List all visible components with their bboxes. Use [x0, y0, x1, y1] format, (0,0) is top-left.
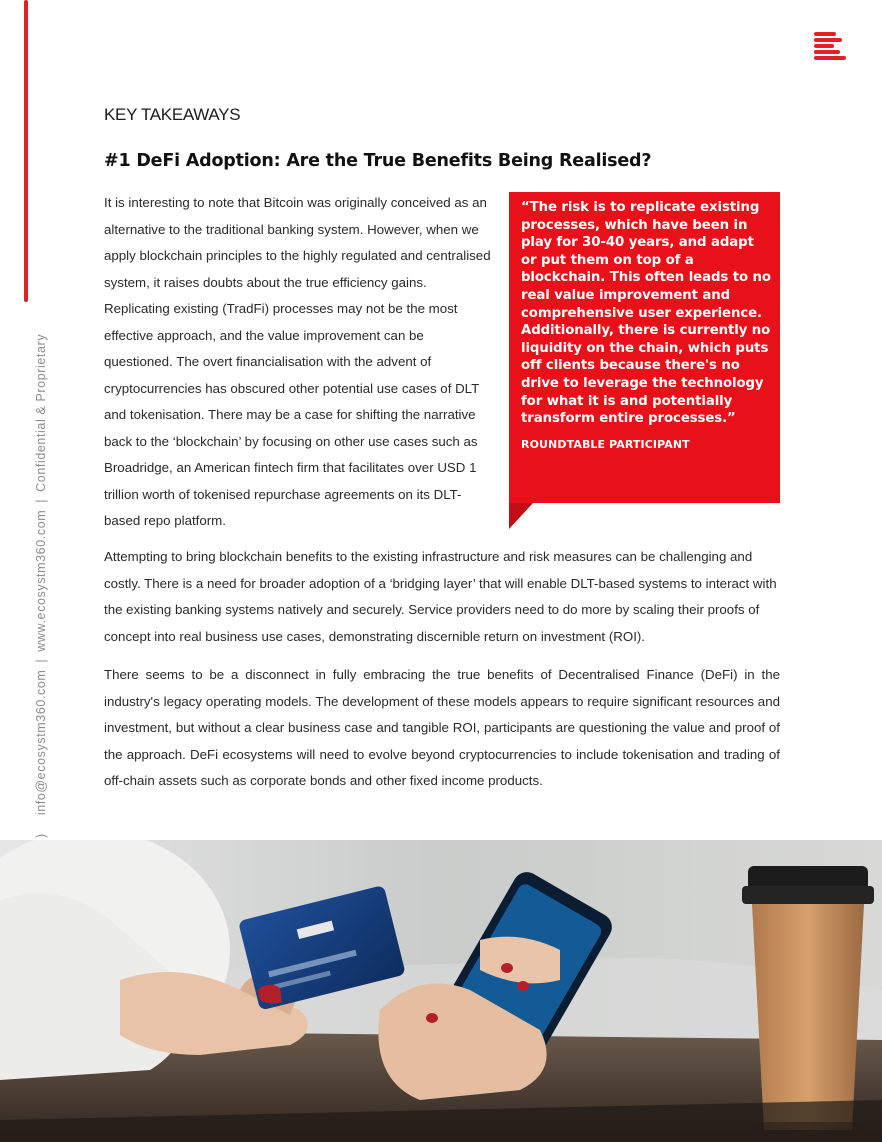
quote-attribution: ROUNDTABLE PARTICIPANT — [521, 437, 690, 451]
accent-rule — [24, 0, 28, 302]
sidebar-spacer — [34, 815, 48, 833]
sidebar-email[interactable]: info@ecosystm360.com — [34, 669, 48, 816]
ecosystm-logo-icon — [812, 32, 848, 66]
body-paragraph-3: There seems to be a disconnect in fully embracing the true benefits of Decentralised Finance (DeFi) in the industry's legacy operating models. The development of these models appears to require significant resources and investment, but without a clear business case and tangible ROI, participants are questioning the value and proof of the approach. DeFi ecosystems will need to evolve beyond cryptocurrencies to include tokenisation and trading of off-chain assets such as corporate bonds and other fixed income products. — [104, 667, 780, 788]
intro-paragraph: It is interesting to note that Bitcoin was originally conceived as an alternative to the traditional banking system. However, when we apply blockchain principles to the highly regulated and centralised system, it raises doubts about the true efficiency gains. Replicating existing (TradFi) processes may not be the most effective approach, and the value improvement can be questioned. The overt financialisation with the advent of cryptocurrencies has obscured other potential use cases of DLT and tokenisation. There may be a case for shifting the narrative back to the ‘blockchain’ by focusing on other use cases such as Broadridge, an American fintech firm that facilitates over USD 1 trillion worth of tokenised repurchase agreements on its DLT-based repo platform. — [104, 195, 491, 528]
page-heading: #1 DeFi Adoption: Are the True Benefits Being Realised? — [104, 151, 652, 171]
body-paragraph-2: Attempting to bring blockchain benefits to the existing infrastructure and risk measures can be challenging and costly. There is a need for broader adoption of a ‘bridging layer’ that will enable DLT-based systems to interact with the existing banking systems natively and securely. Service providers need to do more by scaling their proofs of concept into real business use cases, demonstrating discernible return on investment (ROI). — [104, 549, 777, 644]
sidebar-separator: | — [34, 498, 48, 503]
sidebar-separator: | — [34, 658, 48, 663]
quote-tail — [509, 503, 533, 529]
credit-card-smartphone-coffee-photo — [0, 840, 882, 1142]
sidebar-contact — [34, 334, 48, 838]
sidebar-website[interactable]: www.ecosystm360.com — [34, 509, 48, 652]
sidebar-partial-char: ) — [34, 833, 48, 838]
photo-illustration — [0, 840, 882, 1142]
pull-quote — [509, 192, 780, 503]
section-label: KEY TAKEAWAYS — [104, 105, 241, 124]
sidebar-confidential: Confidential & Proprietary — [34, 333, 48, 492]
quote-text: “The risk is to replicate existing processes, which have been in play for 30-40 years, and adapt or put them on top of a blockchain. This often leads to no real value improvement and comprehensive user experience. Additionally, there is currently no liquidity on the chain, which puts off clients because there's no drive to leverage the technology for what it is and potentially transform entire processes.” — [521, 200, 771, 427]
